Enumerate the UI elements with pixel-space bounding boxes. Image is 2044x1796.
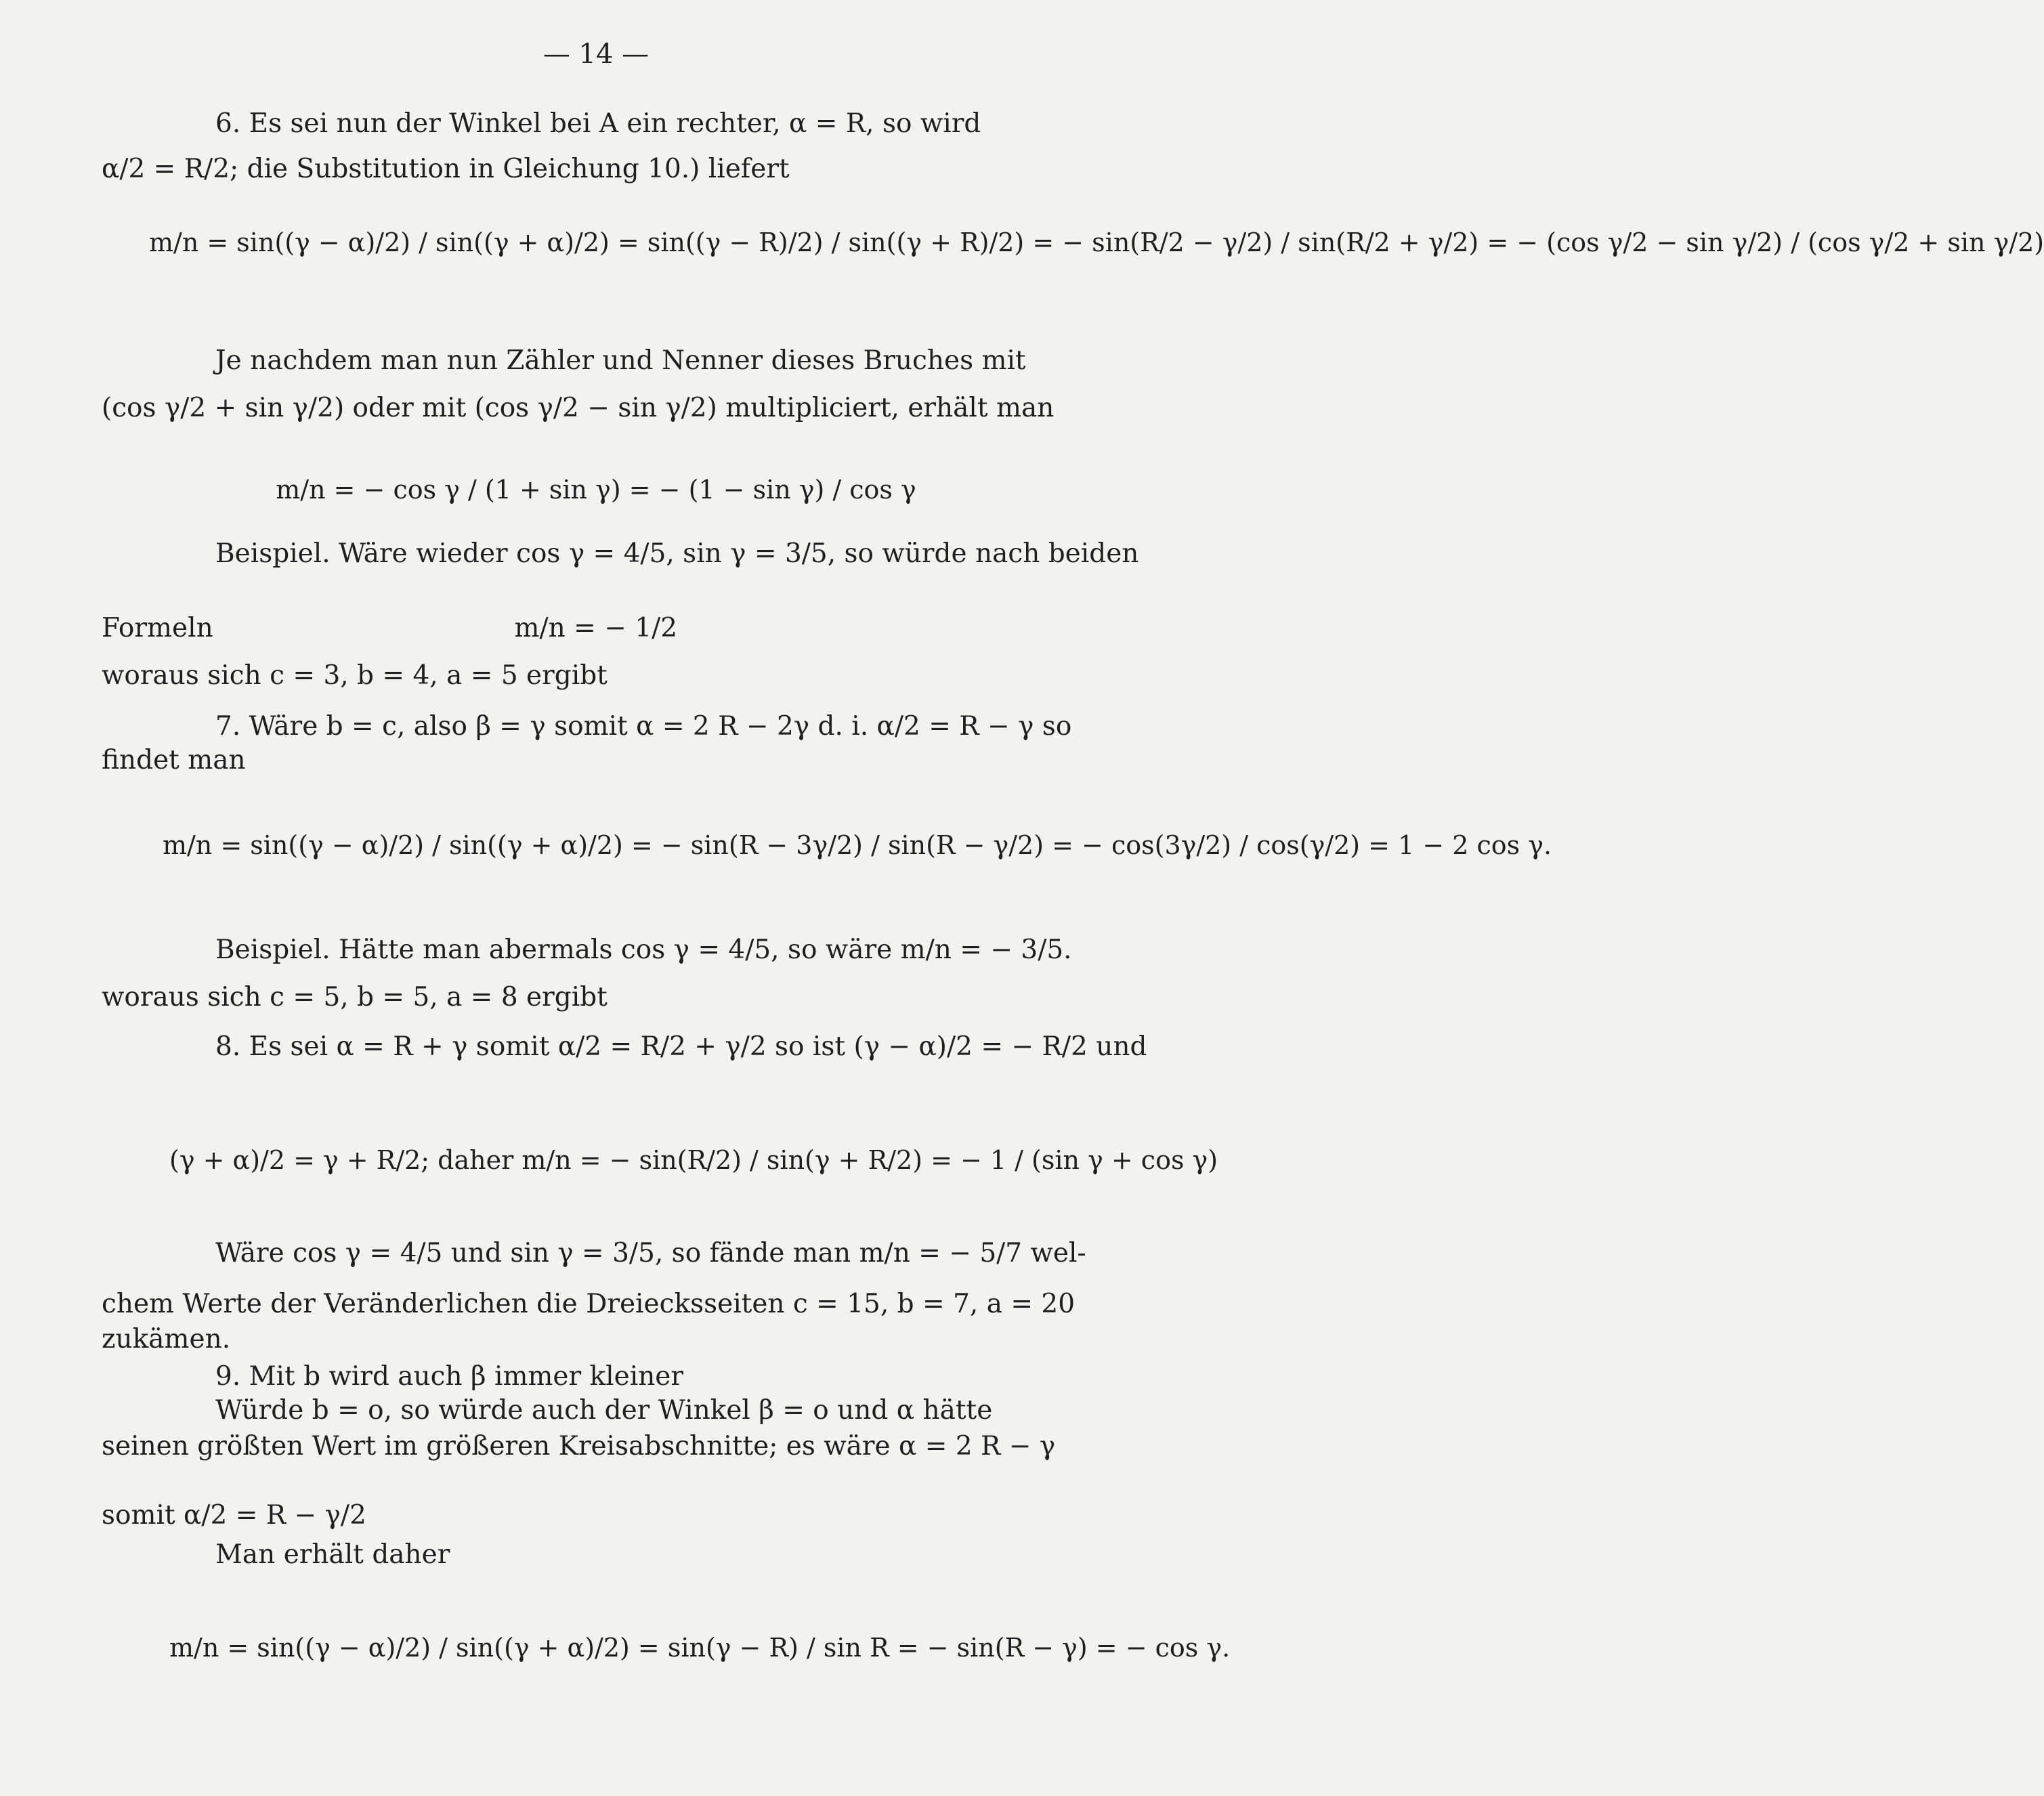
s9-man-erhaelt: Man erhält daher <box>215 1539 450 1570</box>
s6-equation-2: m/n = − cos γ / (1 + sin γ) = − (1 − sin γ) / cos γ <box>276 475 916 505</box>
s7-findet: findet man <box>102 745 246 775</box>
s7-woraus: woraus sich c = 5, b = 5, a = 8 ergibt <box>102 982 608 1012</box>
s6-text-2: (cos γ/2 + sin γ/2) oder mit (cos γ/2 − sin γ/2) multipliciert, erhält man <box>102 393 1055 423</box>
s6-alpha-half: α/2 = R/2; die Substitution in Gleichung 10.) liefert <box>102 154 790 184</box>
s9-equation: m/n = sin((γ − α)/2) / sin((γ + α)/2) = sin(γ − R) / sin R = − sin(R − γ) = − cos γ. <box>169 1633 1231 1663</box>
s7-intro: 7. Wäre b = c, also β = γ somit α = 2 R − 2γ d. i. α/2 = R − γ so <box>215 711 1072 742</box>
s9-somit: somit α/2 = R − γ/2 <box>102 1500 366 1531</box>
s8-waere: Wäre cos γ = 4/5 und sin γ = 3/5, so fände man m/n = − 5/7 wel- <box>215 1238 1086 1268</box>
s8-chem: chem Werte der Veränderlichen die Dreiecksseiten c = 15, b = 7, a = 20 <box>102 1289 1076 1319</box>
s9-intro: 9. Mit b wird auch β immer kleiner <box>215 1361 684 1392</box>
s6-woraus: woraus sich c = 3, b = 4, a = 5 ergibt <box>102 660 608 691</box>
s8-zukamen: zukämen. <box>102 1324 231 1354</box>
s6-intro: 6. Es sei nun der Winkel bei A ein rechter, α = R, so wird <box>215 108 981 139</box>
s8-equation: (γ + α)/2 = γ + R/2; daher m/n = − sin(R/2) / sin(γ + R/2) = − 1 / (sin γ + cos γ) <box>169 1145 1218 1175</box>
s6-formeln-line: Formeln m/n = − 1/2 <box>102 613 678 643</box>
s9-text-2: seinen größten Wert im größeren Kreisabschnitte; es wäre α = 2 R − γ <box>102 1431 1056 1461</box>
s6-text-1: Je nachdem man nun Zähler und Nenner dieses Bruches mit <box>215 345 1026 376</box>
s9-text-1: Würde b = o, so würde auch der Winkel β = o und α hätte <box>215 1395 993 1426</box>
s7-equation: m/n = sin((γ − α)/2) / sin((γ + α)/2) = − sin(R − 3γ/2) / sin(R − γ/2) = − cos(3γ/2) / cos(γ/2) = 1 − 2 cos γ. <box>163 830 1552 860</box>
s7-beispiel: Beispiel. Hätte man abermals cos γ = 4/5, so wäre m/n = − 3/5. <box>215 935 1072 965</box>
s8-intro: 8. Es sei α = R + γ somit α/2 = R/2 + γ/2 so ist (γ − α)/2 = − R/2 und <box>215 1031 1147 1062</box>
page-number: — 14 — <box>542 39 650 70</box>
s6-beispiel: Beispiel. Wäre wieder cos γ = 4/5, sin γ = 3/5, so würde nach beiden <box>215 538 1139 569</box>
s6-equation-1: m/n = sin((γ − α)/2) / sin((γ + α)/2) = sin((γ − R)/2) / sin((γ + R)/2) = − sin(R/2 − γ/2) / sin(R/2 + γ/2) = − (cos γ/2 − sin γ/2) / (cos γ/2 + sin γ/2) <box>149 228 2044 257</box>
